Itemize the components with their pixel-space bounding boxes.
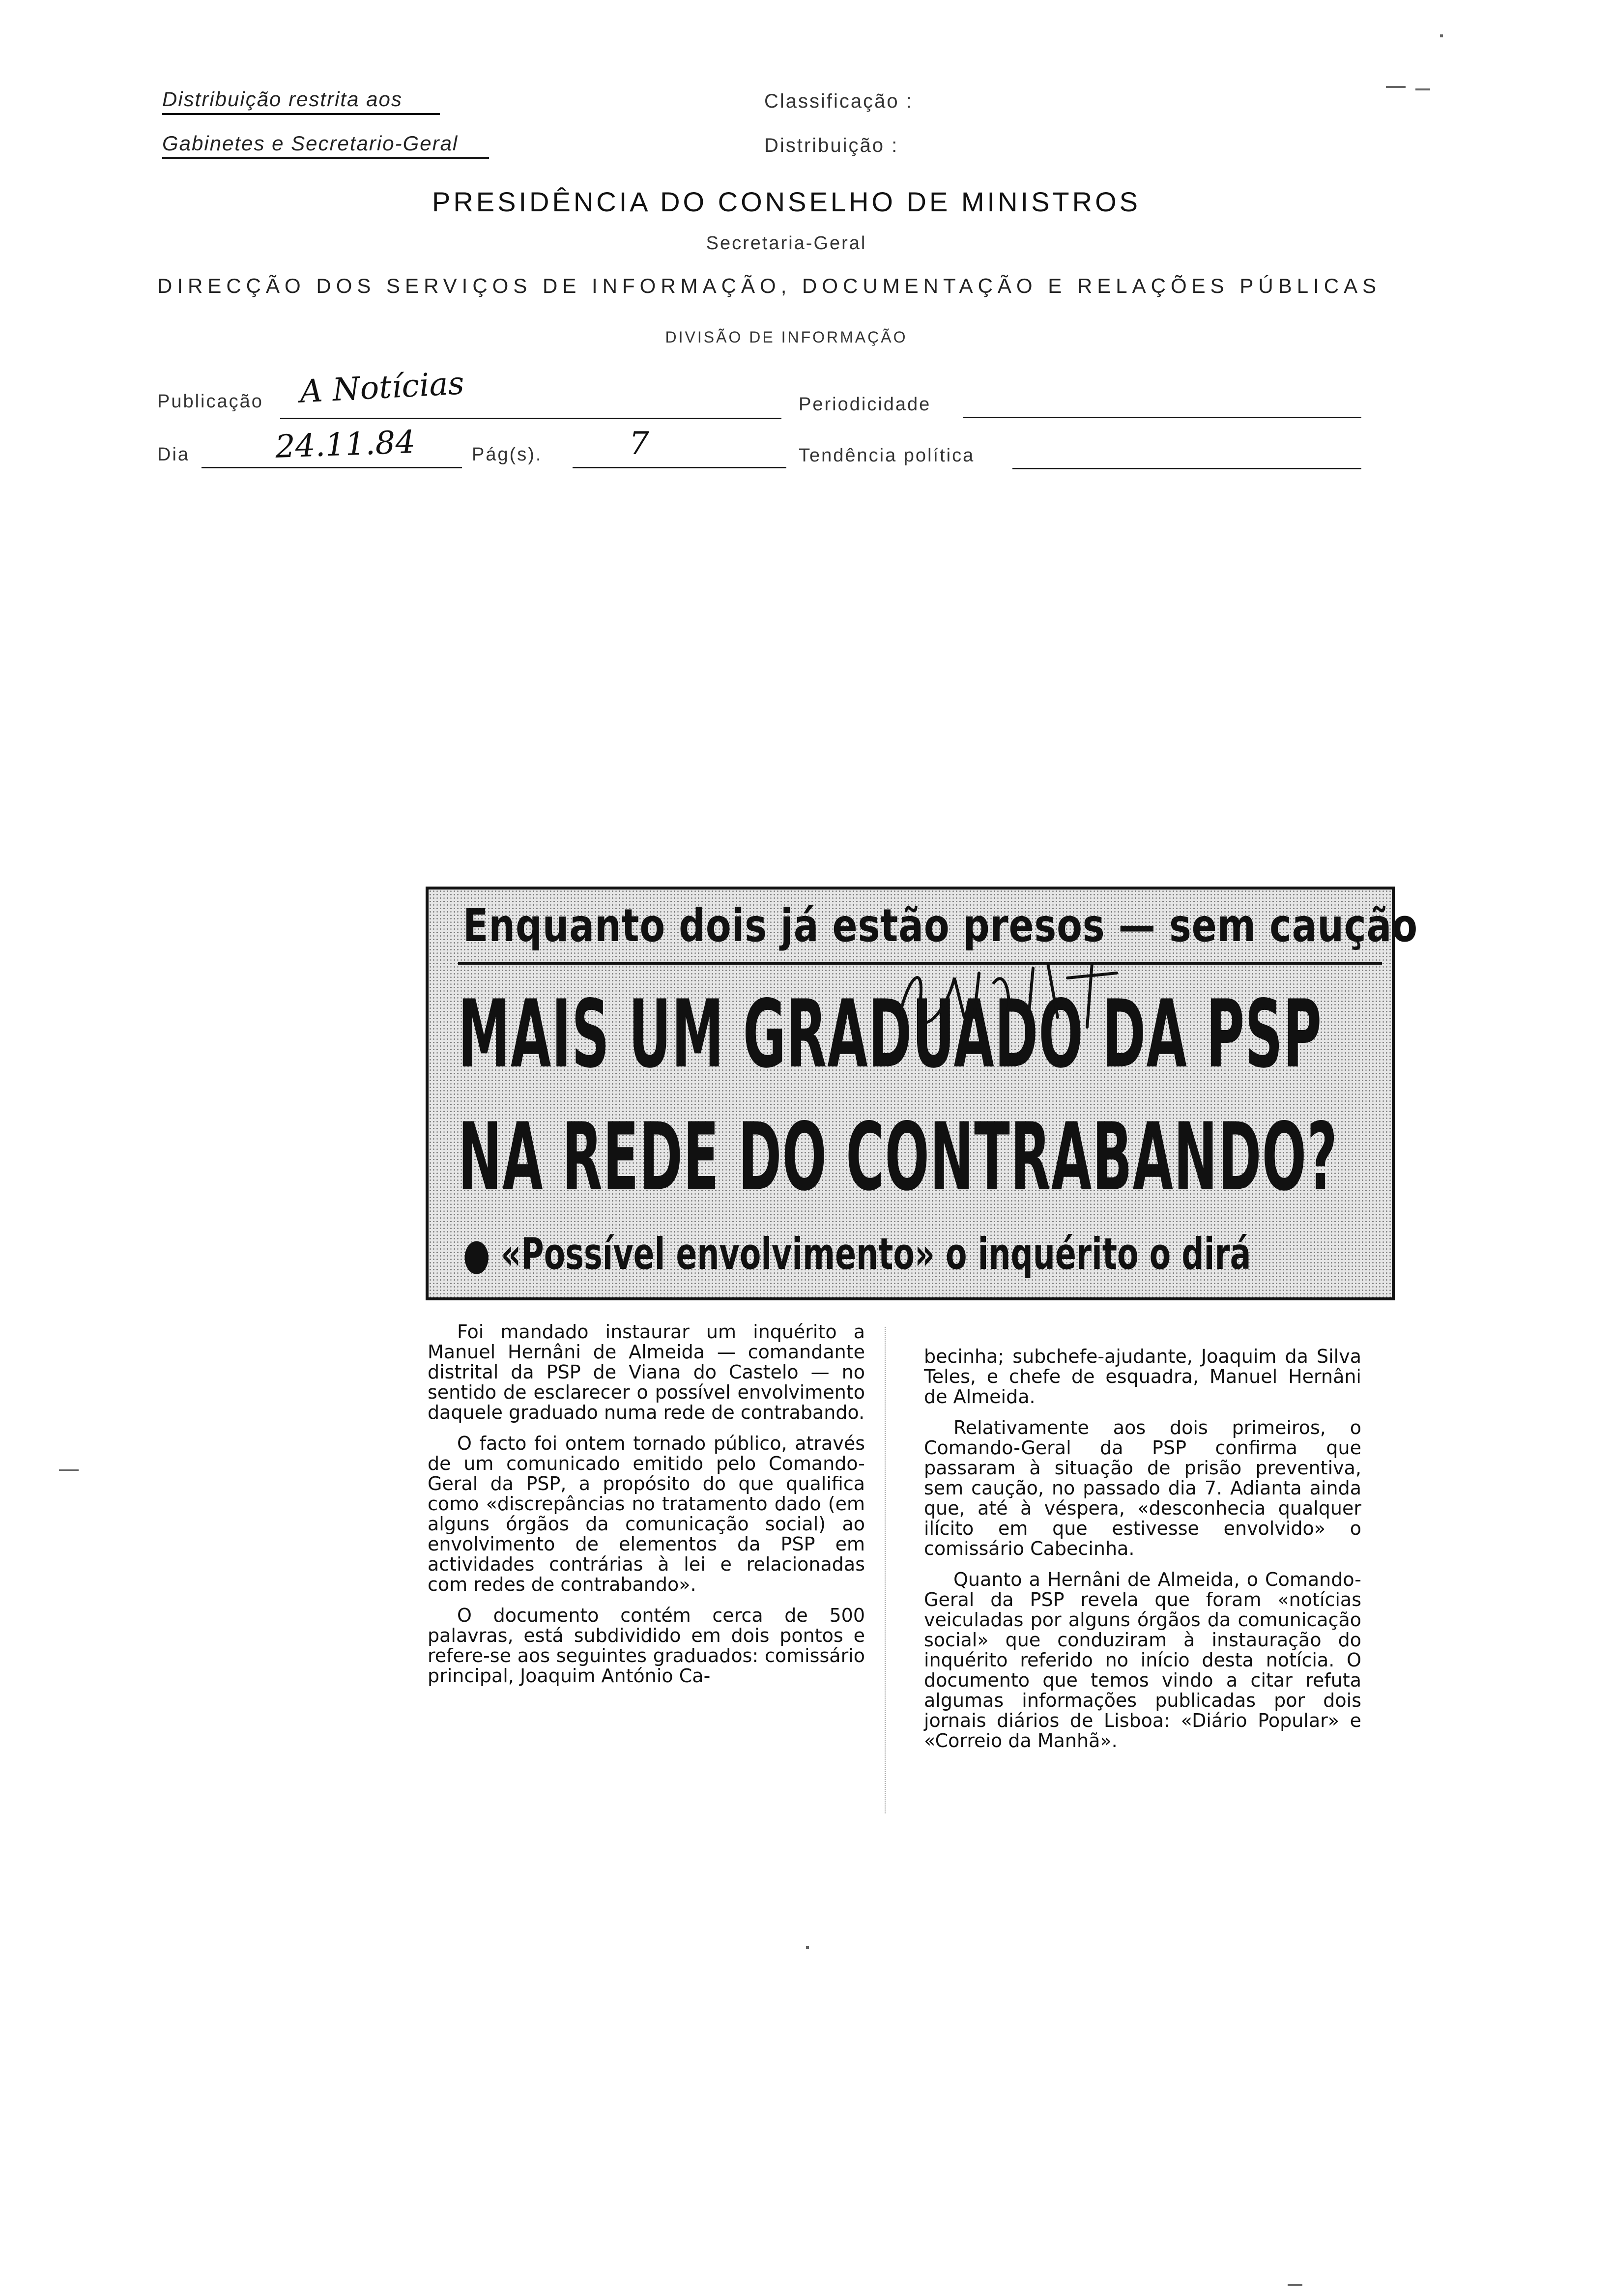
scan-mark [1288, 2284, 1302, 2286]
scan-mark [1415, 88, 1430, 90]
division-label: DIVISÃO DE INFORMAÇÃO [665, 328, 908, 346]
column-divider [885, 1327, 886, 1813]
day-handwritten-value: 24.11.84 [274, 424, 416, 465]
classification-label: Classificação : [764, 90, 913, 112]
column-2-paragraph: becinha; subchefe-ajudante, Joaquim da Silva Teles, e chefe de esquadra, Manuel Hernâni de Almeida. [924, 1346, 1361, 1407]
scan-mark [1440, 34, 1443, 37]
scan-mark [806, 1946, 809, 1949]
political-tendency-field [1012, 453, 1361, 469]
column-2-paragraph: Relativamente aos dois primeiros, o Comando-Geral da PSP confirma que passaram à situação de prisão preventiva, sem caução, no passado dia 7. Adianta ainda que, até à véspera, «desconhecia qualquer ilícito em que estivesse envolvido» o comissário Cabecinha. [924, 1417, 1361, 1559]
scan-mark [1386, 86, 1406, 88]
pages-field [573, 452, 786, 468]
publication-label: Publicação [157, 391, 263, 412]
political-tendency-label: Tendência política [799, 445, 975, 466]
pages-handwritten-value: 7 [629, 426, 649, 462]
periodicity-label: Periodicidade [799, 394, 931, 415]
distribution-line-1: Distribuição restrita aos [162, 87, 440, 115]
article-column-2 [924, 1347, 1361, 1762]
headline-line-1: MAIS UM GRADUADO DA PSP [458, 980, 1323, 1089]
kicker-text: Enquanto dois já estão presos — sem caução [463, 899, 1418, 952]
pages-label: Pág(s). [472, 444, 543, 465]
subheadline: ● «Possível envolvimento» o inquérito o dirá [463, 1229, 1251, 1279]
column-1-paragraph: O documento contém cerca de 500 palavras, está subdividido em dois pontos e refere-se aos seguintes graduados: comissário principal, Joaquim António Ca- [428, 1605, 865, 1687]
distribution-line-2: Gabinetes e Secretario-Geral [162, 132, 489, 159]
distribution-label: Distribuição : [764, 135, 899, 156]
article-column-1 [428, 1322, 865, 1697]
column-1-paragraph: Foi mandado instaurar um inquérito a Manuel Hernâni de Almeida — comandante distrital da PSP de Viana do Castelo — no sentido de esclarecer o possível envolvimento daquele graduado numa rede de contrabando. [428, 1321, 865, 1423]
secretariat-label: Secretaria-Geral [706, 233, 867, 254]
day-label: Dia [157, 444, 190, 465]
scan-mark [59, 1469, 79, 1471]
column-2-paragraph: Quanto a Hernâni de Almeida, o Comando-Geral da PSP revela que foram «notícias veiculadas por alguns órgãos da comunicação social» que conduziram à instauração do inquérito referido no início desta notícia. O documento que temos vindo a citar refuta algumas informações publicadas por dois jornais diários de Lisboa: «Diário Popular» e «Correio da Manhã». [924, 1569, 1361, 1751]
institution-title: PRESIDÊNCIA DO CONSELHO DE MINISTROS [432, 186, 1141, 217]
headline-box [426, 887, 1418, 1300]
publication-handwritten-value: A Notícias [299, 365, 465, 410]
department-title: DIRECÇÃO DOS SERVIÇOS DE INFORMAÇÃO, DOCUMENTAÇÃO E RELAÇÕES PÚBLICAS [157, 274, 1382, 297]
column-1-paragraph: O facto foi ontem tornado público, através de um comunicado emitido pelo Comando-Geral da PSP, a propósito do que qualifica como «discrepâncias no tratamento dado (em alguns órgãos da comunicação social) ao envolvimento de elementos da PSP em actividades contrárias à lei e relacionadas com redes de contrabando». [428, 1433, 865, 1595]
headline-line-2: NA REDE DO CONTRABANDO? [458, 1103, 1338, 1211]
handwritten-scribble [891, 944, 1126, 1032]
periodicity-field [963, 402, 1361, 418]
